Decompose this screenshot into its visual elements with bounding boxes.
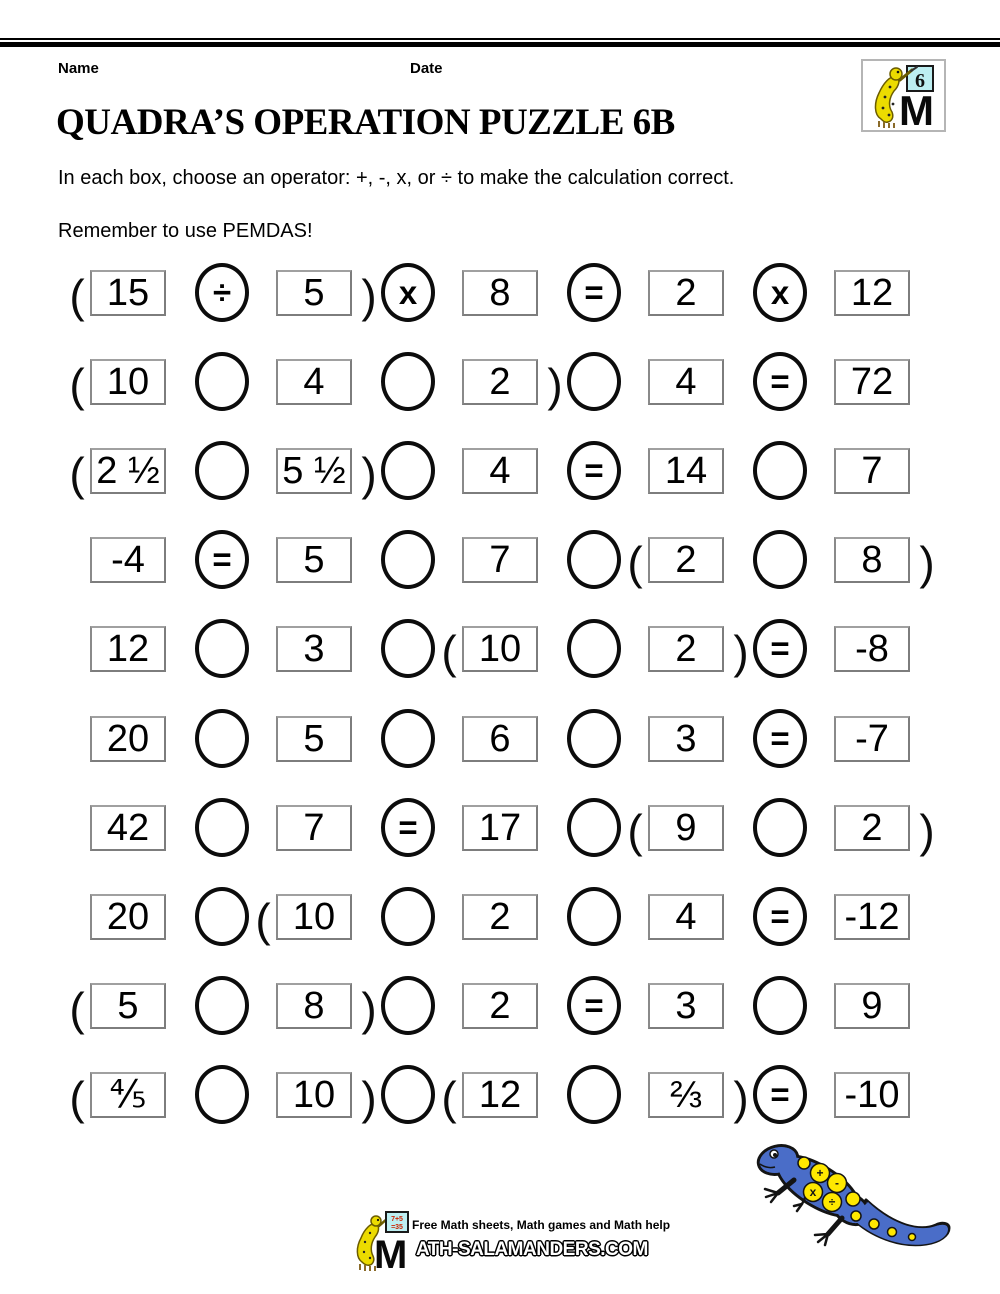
parenthesis: ( xyxy=(441,626,457,678)
operator-circle-empty[interactable] xyxy=(753,530,807,589)
operator-circle-empty[interactable] xyxy=(753,976,807,1035)
number-box: 2 xyxy=(834,805,910,851)
number-box: 12 xyxy=(90,626,166,672)
number-box: 4 xyxy=(648,359,724,405)
number-box: 10 xyxy=(462,626,538,672)
operator-circle-empty[interactable] xyxy=(195,709,249,768)
spot-plus: + xyxy=(816,1166,824,1180)
pemdas-reminder: Remember to use PEMDAS! xyxy=(58,220,313,242)
operator-circle-empty[interactable] xyxy=(381,709,435,768)
number-box: 5 xyxy=(90,983,166,1029)
operator-circle-empty[interactable] xyxy=(195,1065,249,1124)
operator-circle-filled[interactable]: = xyxy=(753,887,807,946)
number-box: 7 xyxy=(462,537,538,583)
number-box: 10 xyxy=(276,894,352,940)
number-box: 3 xyxy=(648,983,724,1029)
number-box: 10 xyxy=(90,359,166,405)
parenthesis: ( xyxy=(69,359,85,411)
operator-circle-filled[interactable]: = xyxy=(567,263,621,322)
instructions-text: In each box, choose an operator: +, -, x, or ÷ to make the calculation correct. xyxy=(58,167,735,189)
number-box: 12 xyxy=(462,1072,538,1118)
number-box: -8 xyxy=(834,626,910,672)
operator-circle-empty[interactable] xyxy=(567,887,621,946)
number-box: 2 xyxy=(462,983,538,1029)
parenthesis: ( xyxy=(441,1072,457,1124)
number-box: 12 xyxy=(834,270,910,316)
number-box: 8 xyxy=(462,270,538,316)
easel-board-line1: 7+5 xyxy=(391,1216,403,1223)
operator-circle-filled[interactable]: x xyxy=(753,263,807,322)
puzzle-row-3 xyxy=(0,440,1000,510)
puzzle-row-5 xyxy=(0,618,1000,688)
number-box: 7 xyxy=(276,805,352,851)
operator-circle-empty[interactable] xyxy=(195,352,249,411)
operator-circle-empty[interactable] xyxy=(381,619,435,678)
operator-circle-empty[interactable] xyxy=(567,1065,621,1124)
parenthesis: ) xyxy=(733,626,749,678)
number-box: -7 xyxy=(834,716,910,762)
spot-divide: ÷ xyxy=(828,1195,836,1209)
number-box: 7 xyxy=(834,448,910,494)
operator-circle-empty[interactable] xyxy=(567,709,621,768)
number-box: 14 xyxy=(648,448,724,494)
operator-circle-filled[interactable]: = xyxy=(381,798,435,857)
parenthesis: ) xyxy=(361,1072,377,1124)
parenthesis: ( xyxy=(255,894,271,946)
number-box: 72 xyxy=(834,359,910,405)
parenthesis: ( xyxy=(69,1072,85,1124)
operator-circle-empty[interactable] xyxy=(567,352,621,411)
puzzle-row-2 xyxy=(0,351,1000,421)
parenthesis: ( xyxy=(69,448,85,500)
operator-circle-filled[interactable]: x xyxy=(381,263,435,322)
operator-circle-filled[interactable]: = xyxy=(753,1065,807,1124)
number-box: 6 xyxy=(462,716,538,762)
spot-minus: - xyxy=(835,1176,839,1190)
parenthesis: ( xyxy=(627,805,643,857)
operator-circle-empty[interactable] xyxy=(567,619,621,678)
number-box: 4 xyxy=(648,894,724,940)
footer-brand xyxy=(352,1206,671,1276)
operator-circle-empty[interactable] xyxy=(381,976,435,1035)
operator-circle-filled[interactable]: = xyxy=(753,352,807,411)
page-title: QUADRA’S OPERATION PUZZLE 6B xyxy=(56,102,675,143)
operator-circle-filled[interactable]: = xyxy=(195,530,249,589)
parenthesis: ) xyxy=(361,270,377,322)
puzzle-row-7 xyxy=(0,797,1000,867)
footer-logo-art xyxy=(352,1210,418,1274)
parenthesis: ( xyxy=(627,537,643,589)
number-box: 17 xyxy=(462,805,538,851)
number-box: 2 xyxy=(648,626,724,672)
parenthesis: ) xyxy=(547,359,563,411)
footer-tagline: Free Math sheets, Math games and Math help xyxy=(412,1218,671,1232)
number-box: -4 xyxy=(90,537,166,583)
number-box: 20 xyxy=(90,894,166,940)
number-box: 2 xyxy=(648,270,724,316)
parenthesis: ) xyxy=(919,805,935,857)
operator-circle-filled[interactable]: = xyxy=(753,619,807,678)
number-box: 5 ½ xyxy=(276,448,352,494)
date-label: Date xyxy=(410,60,443,77)
logo-letter-m: M xyxy=(899,87,934,130)
parenthesis: ) xyxy=(361,983,377,1035)
puzzle-row-9 xyxy=(0,975,1000,1045)
grade-number: 6 xyxy=(915,70,925,92)
number-box: 4 xyxy=(276,359,352,405)
puzzle-row-1 xyxy=(0,262,1000,332)
number-box: ⅔ xyxy=(648,1072,724,1118)
operator-circle-empty[interactable] xyxy=(195,887,249,946)
operator-circle-empty[interactable] xyxy=(381,530,435,589)
parenthesis: ( xyxy=(69,983,85,1035)
operator-circle-filled[interactable]: = xyxy=(567,441,621,500)
operator-circle-empty[interactable] xyxy=(753,441,807,500)
number-box: 15 xyxy=(90,270,166,316)
number-box: 3 xyxy=(648,716,724,762)
operator-circle-empty[interactable] xyxy=(567,530,621,589)
operator-circle-empty[interactable] xyxy=(381,352,435,411)
blue-salamander-illustration xyxy=(752,1136,966,1262)
operator-circle-filled[interactable]: = xyxy=(753,709,807,768)
number-box: 10 xyxy=(276,1072,352,1118)
puzzle-row-8 xyxy=(0,886,1000,956)
puzzle-row-10 xyxy=(0,1064,1000,1134)
operator-circle-empty[interactable] xyxy=(567,798,621,857)
parenthesis: ( xyxy=(69,270,85,322)
number-box: 2 xyxy=(648,537,724,583)
number-box: -12 xyxy=(834,894,910,940)
number-box: -10 xyxy=(834,1072,910,1118)
number-box: 3 xyxy=(276,626,352,672)
number-box: 20 xyxy=(90,716,166,762)
parenthesis: ) xyxy=(733,1072,749,1124)
number-box: 2 xyxy=(462,359,538,405)
name-label: Name xyxy=(58,60,99,77)
parenthesis: ) xyxy=(361,448,377,500)
puzzle-row-6 xyxy=(0,708,1000,778)
number-box: 5 xyxy=(276,716,352,762)
operator-circle-empty[interactable] xyxy=(381,887,435,946)
parenthesis: ) xyxy=(919,537,935,589)
spot-times: x xyxy=(809,1185,817,1199)
operator-circle-empty[interactable] xyxy=(753,798,807,857)
operator-circle-empty[interactable] xyxy=(195,619,249,678)
number-box: 8 xyxy=(834,537,910,583)
operator-circle-empty[interactable] xyxy=(381,441,435,500)
easel-letter-m: M xyxy=(374,1233,408,1274)
number-box: 2 xyxy=(462,894,538,940)
number-box: 5 xyxy=(276,270,352,316)
puzzle-row-4 xyxy=(0,529,1000,599)
number-box: 9 xyxy=(648,805,724,851)
operator-circle-empty[interactable] xyxy=(195,798,249,857)
easel-board-line2: =35 xyxy=(391,1224,403,1231)
operator-circle-empty[interactable] xyxy=(195,441,249,500)
number-box: 42 xyxy=(90,805,166,851)
number-box: 9 xyxy=(834,983,910,1029)
operator-circle-empty[interactable] xyxy=(195,976,249,1035)
number-box: 5 xyxy=(276,537,352,583)
number-box: ⅘ xyxy=(90,1072,166,1118)
operator-circle-filled[interactable]: = xyxy=(567,976,621,1035)
operator-circle-filled[interactable]: ÷ xyxy=(195,263,249,322)
site-name: ATH-SALAMANDERS.COM xyxy=(416,1239,648,1260)
number-box: 4 xyxy=(462,448,538,494)
number-box: 8 xyxy=(276,983,352,1029)
operator-circle-empty[interactable] xyxy=(381,1065,435,1124)
number-box: 2 ½ xyxy=(90,448,166,494)
